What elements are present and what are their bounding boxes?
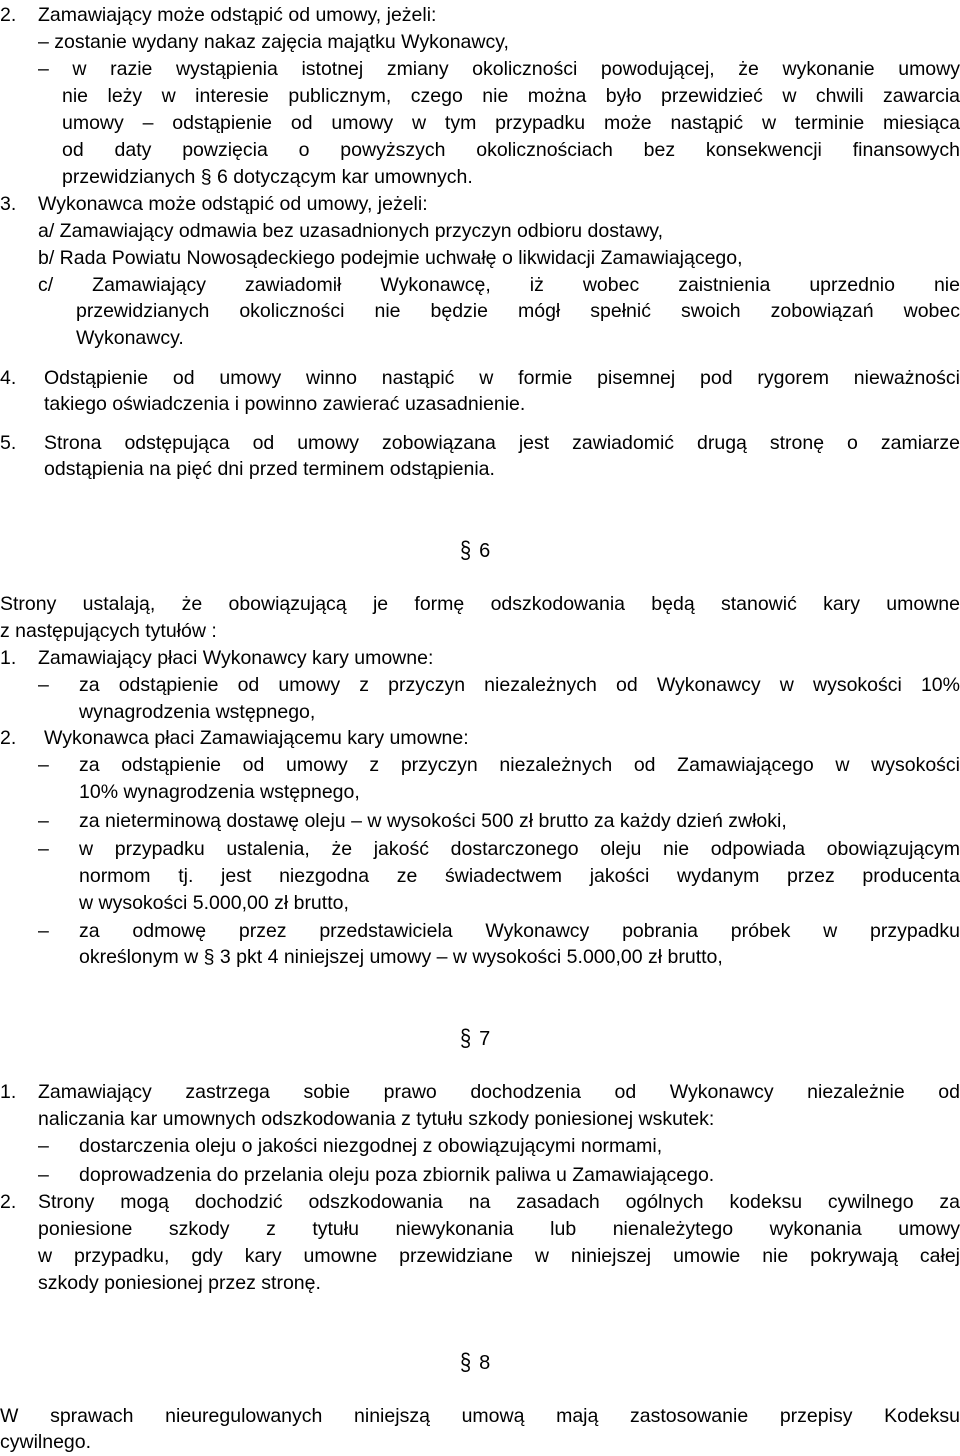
s6-p1-item-1-cont: wynagrodzenia wstępnego, [79,701,316,723]
s7-p1-item-2: doprowadzenia do przelania oleju poza zbiornik paliwa u Zamawiającego. [79,1164,715,1186]
s7-p2-line-3: w przypadku, gdy kary umowne przewidziane w niniejszej umowie nie pokrywają całej [38,1245,960,1267]
s7-p2-line-4: szkody poniesionej przez stronę. [38,1272,321,1294]
s6-intro-2: z następujących tytułów : [0,620,217,642]
s6-p2-item-4: za odmowę przez przedstawiciela Wykonawcy pobrania próbek w przypadku [79,920,960,942]
p4-line-2: takiego oświadczenia i powinno zawierać uzasadnienie. [44,393,526,415]
s6-p2-item-3-cont-2: w wysokości 5.000,00 zł brutto, [79,892,349,914]
s6-p2-dash-3: – [38,838,49,860]
p5-number: 5. [0,432,17,454]
s7-p1-dash-1: – [38,1135,49,1157]
s7-p1-dash-2: – [38,1164,49,1186]
s6-p1-number: 1. [0,647,17,669]
p3-item-c-cont-2: Wykonawcy. [76,327,184,349]
s6-p2-item-2: za nieterminową dostawę oleju – w wysokości 500 zł brutto za każdy dzień zwłoki, [79,810,787,832]
p4-line-1: Odstąpienie od umowy winno nastąpić w formie pisemnej pod rygorem nieważności [44,367,960,389]
s6-intro-1: Strony ustalają, że obowiązującą je formę odszkodowania będą stanowić kary umowne [0,593,960,615]
s7-p1-line-1: Zamawiający zastrzega sobie prawo dochodzenia od Wykonawcy niezależnie od [38,1081,960,1103]
s6-p2-item-3: w przypadku ustalenia, że jakość dostarczonego oleju nie odpowiada obowiązującym [79,838,960,860]
s6-p2-dash-1: – [38,754,49,776]
p2-item-2-cont-2: umowy – odstąpienie od umowy w tym przypadku może nastąpić w terminie miesiąca [62,112,960,134]
p2-item-2: – w razie wystąpienia istotnej zmiany okoliczności powodującej, że wykonanie umowy [38,58,960,80]
p3-item-b: b/ Rada Powiatu Nowosądeckiego podejmie uchwałę o likwidacji Zamawiającego, [38,247,743,269]
s6-p2-item-4-cont: określonym w § 3 pkt 4 niniejszej umowy – w wysokości 5.000,00 zł brutto, [79,946,723,968]
s6-p2-item-1: za odstąpienie od umowy z przyczyn niezależnych od Zamawiającego w wysokości [79,754,960,776]
section-7-heading [460,1026,490,1052]
p2-intro: Zamawiający może odstąpić od umowy, jeżeli: [38,4,437,26]
section-number: 8 [479,1352,491,1374]
s6-p2-dash-2: – [38,810,49,832]
p2-item-2-cont-3: od daty powzięcia o powyższych okolicznościach bez konsekwencji finansowych [62,139,960,161]
s7-p1-number: 1. [0,1081,17,1103]
s8-line-2: cywilnego. [0,1431,92,1453]
p3-item-c: c/ Zamawiający zawiadomił Wykonawcę, iż wobec zaistnienia uprzednio nie [38,274,960,296]
section-symbol: § [460,1349,472,1377]
s8-line-1: W sprawach nieuregulowanych niniejszą umową mają zastosowanie przepisy Kodeksu [0,1405,960,1427]
s6-p2-text: Wykonawca płaci Zamawiającemu kary umowne: [44,727,469,749]
p2-item-2-cont-4: przewidzianych § 6 dotyczącym kar umownych. [62,166,473,188]
section-8-heading [460,1350,490,1376]
s7-p2-line-2: poniesione szkody z tytułu niewykonania lub nienależytego wykonania umowy [38,1218,960,1240]
s6-p1-dash-1: – [38,674,49,696]
p2-number: 2. [0,4,17,26]
s7-p1-line-2: naliczania kar umownych odszkodowania z tytułu szkody poniesionej wskutek: [38,1108,715,1130]
s6-p2-number: 2. [0,727,17,749]
s7-p2-line-1: Strony mogą dochodzić odszkodowania na zasadach ogólnych kodeksu cywilnego za [38,1191,960,1213]
s6-p2-dash-4: – [38,920,49,942]
p5-line-1: Strona odstępująca od umowy zobowiązana jest zawiadomić drugą stronę o zamiarze [44,432,960,454]
s7-p1-item-1: dostarczenia oleju o jakości niezgodnej z obowiązującymi normami, [79,1135,663,1157]
p5-line-2: odstąpienia na pięć dni przed terminem odstąpienia. [44,458,495,480]
section-6-heading [460,538,490,564]
s6-p2-item-3-cont-1: normom tj. jest niezgodna ze świadectwem jakości wydanym przez producenta [79,865,960,887]
section-number: 6 [479,540,491,562]
s6-p1-item-1: za odstąpienie od umowy z przyczyn niezależnych od Wykonawcy w wysokości 10% [79,674,960,696]
p2-item-1: – zostanie wydany nakaz zajęcia majątku Wykonawcy, [38,31,509,53]
section-symbol: § [460,1025,472,1053]
s7-p2-number: 2. [0,1191,17,1213]
section-symbol: § [460,537,472,565]
section-number: 7 [479,1028,491,1050]
p3-number: 3. [0,193,17,215]
p2-item-2-cont-1: nie leży w interesie publicznym, czego nie można było przewidzieć w chwili zawarcia [62,85,960,107]
p3-item-a: a/ Zamawiający odmawia bez uzasadnionych przyczyn odbioru dostawy, [38,220,664,242]
s6-p2-item-1-cont: 10% wynagrodzenia wstępnego, [79,781,360,803]
s6-p1-text: Zamawiający płaci Wykonawcy kary umowne: [38,647,434,669]
p4-number: 4. [0,367,17,389]
p3-intro: Wykonawca może odstąpić od umowy, jeżeli: [38,193,428,215]
p3-item-c-cont-1: przewidzianych okoliczności nie będzie mógł spełnić swoich zobowiązań wobec [76,300,960,322]
